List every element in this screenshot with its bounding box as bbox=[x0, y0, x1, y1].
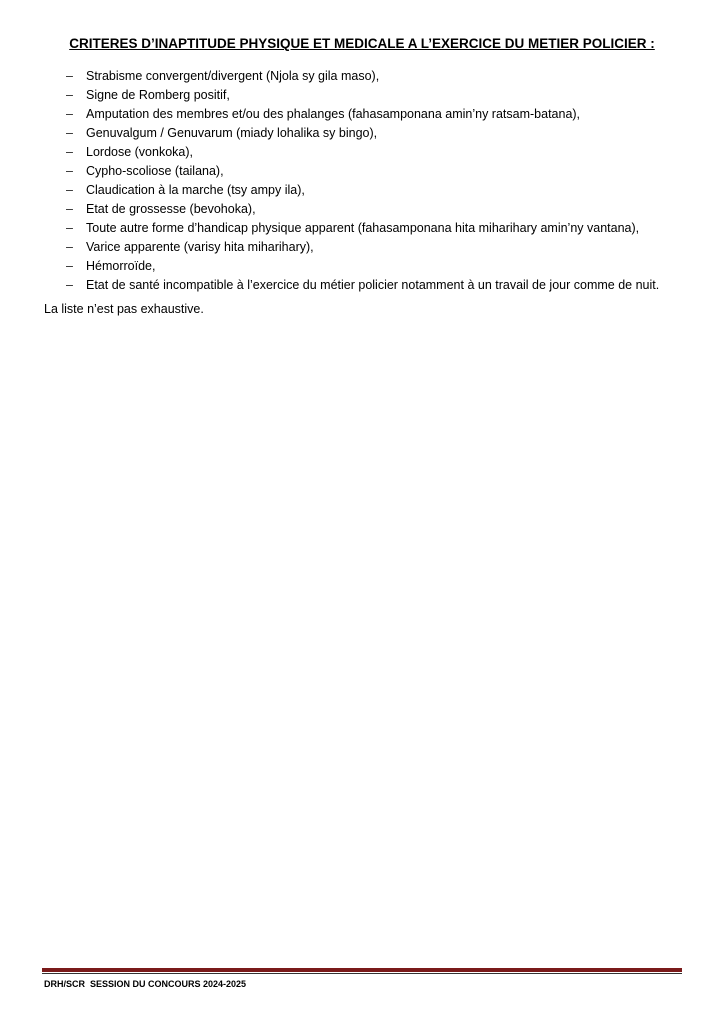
list-item bbox=[66, 276, 706, 295]
list-item-text: Amputation des membres et/ou des phalanges (fahasamponana amin’ny ratsam-batana), bbox=[86, 107, 581, 121]
dash-bullet-icon: – bbox=[66, 259, 73, 273]
list-item-text: Cypho-scoliose (tailana), bbox=[86, 164, 224, 178]
dash-bullet-icon: – bbox=[66, 164, 73, 178]
criteria-list bbox=[66, 67, 706, 295]
dash-bullet-icon: – bbox=[66, 107, 73, 121]
dash-bullet-icon: – bbox=[66, 126, 73, 140]
dash-bullet-icon: – bbox=[66, 221, 73, 235]
list-item-text: Etat de grossesse (bevohoka), bbox=[86, 202, 256, 216]
footer-text: DRH/SCR SESSION DU CONCOURS 2024-2025 bbox=[44, 979, 247, 989]
list-item bbox=[66, 257, 706, 276]
list-item bbox=[66, 143, 706, 162]
list-item-text: Etat de santé incompatible à l’exercice du métier policier notamment à un travail de jour comme de nuit. bbox=[86, 278, 660, 292]
list-item-text: Hémorroïde, bbox=[86, 259, 156, 273]
footer-rule-thin bbox=[42, 973, 682, 974]
dash-bullet-icon: – bbox=[66, 183, 73, 197]
list-item-text: Varice apparente (varisy hita miharihary), bbox=[86, 240, 314, 254]
list-item-text: Genuvalgum / Genuvarum (miady lohalika sy bingo), bbox=[86, 126, 378, 140]
footer-rule bbox=[42, 968, 682, 972]
list-item-text: Lordose (vonkoka), bbox=[86, 145, 194, 159]
list-item bbox=[66, 86, 706, 105]
dash-bullet-icon: – bbox=[66, 88, 73, 102]
dash-bullet-icon: – bbox=[66, 240, 73, 254]
list-item bbox=[66, 105, 706, 124]
list-item bbox=[66, 219, 706, 238]
list-item bbox=[66, 200, 706, 219]
list-item bbox=[66, 238, 706, 257]
list-item bbox=[66, 162, 706, 181]
dash-bullet-icon: – bbox=[66, 202, 73, 216]
list-item-text: Signe de Romberg positif, bbox=[86, 88, 230, 102]
list-item bbox=[66, 67, 706, 86]
dash-bullet-icon: – bbox=[66, 145, 73, 159]
dash-bullet-icon: – bbox=[66, 69, 73, 83]
dash-bullet-icon: – bbox=[66, 278, 73, 292]
list-item bbox=[66, 124, 706, 143]
note-text: La liste n’est pas exhaustive. bbox=[44, 302, 204, 316]
list-item-text: Strabisme convergent/divergent (Njola sy gila maso), bbox=[86, 69, 380, 83]
list-item bbox=[66, 181, 706, 200]
document-title: CRITERES D’INAPTITUDE PHYSIQUE ET MEDICALE A L’EXERCICE DU METIER POLICIER : bbox=[69, 36, 655, 51]
list-item-text: Claudication à la marche (tsy ampy ila), bbox=[86, 183, 305, 197]
list-item-text: Toute autre forme d’handicap physique apparent (fahasamponana hita miharihary amin’ny vantana), bbox=[86, 221, 640, 235]
